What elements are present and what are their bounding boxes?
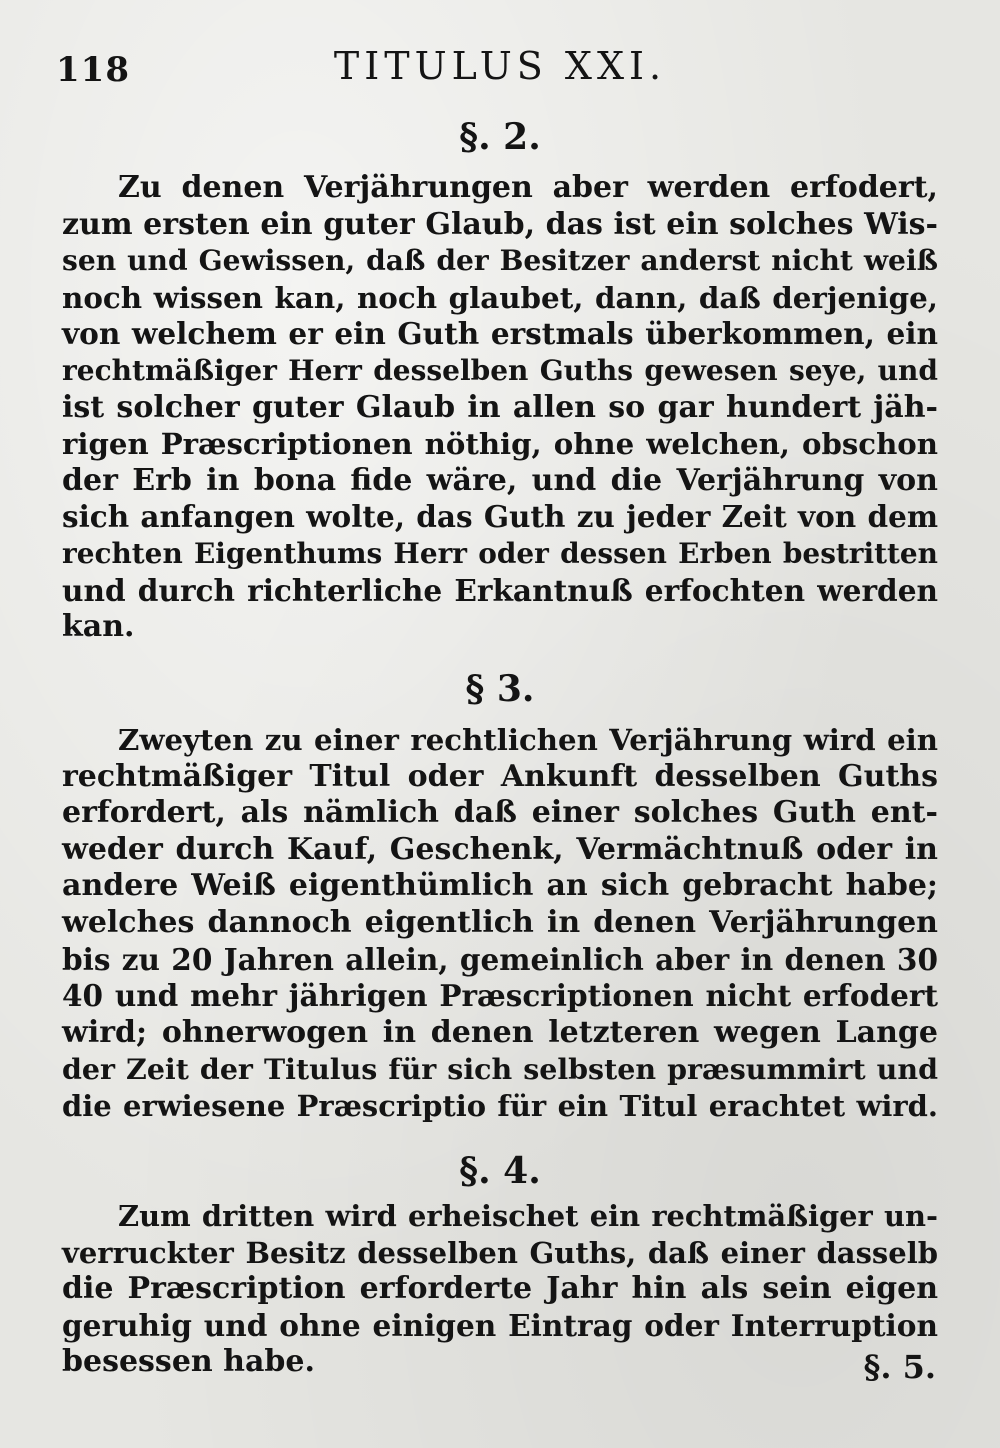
text-line: die Præscription erforderte Jahr hin als sein eigen [62, 1271, 938, 1307]
text-line: wird; ohnerwogen in denen letzteren wegen Lange [62, 1014, 938, 1050]
paragraph-section-4 [62, 1198, 938, 1381]
page-header [50, 44, 950, 94]
text-line: Zu denen Verjährungen aber werden erfodert, [118, 170, 938, 205]
paragraph-section-2 [62, 170, 938, 646]
text-line: verruckter Besitz desselben Guths, daß einer dasselb [62, 1235, 938, 1270]
text-line: rigen Præscriptionen nöthig, ohne welchen, obschon [62, 427, 938, 462]
text-line: von welchem er ein Guth erstmals überkommen, ein [62, 316, 938, 352]
text-line: besessen habe. [62, 1344, 315, 1380]
text-line: der Zeit der Titulus für sich selbsten præsummirt und [62, 1052, 938, 1087]
catchword: §. 5. [863, 1348, 936, 1386]
text-line: rechtmäßiger Herr desselben Guths gewesen seye, und [62, 353, 938, 387]
text-line: rechtmäßiger Titul oder Ankunft desselben Guths [62, 758, 938, 794]
text-line: die erwiesene Præscriptio für ein Titul erachtet wird. [62, 1088, 938, 1123]
running-title: TITULUS XXI. [333, 44, 667, 88]
text-line: welches dannoch eigentlich in denen Verjährungen [62, 904, 938, 940]
text-line: Zweyten zu einer rechtlichen Verjährung wird ein [118, 723, 938, 757]
text-line: sich anfangen wolte, das Guth zu jeder Zeit von dem [62, 499, 938, 535]
text-line: geruhig und ohne einigen Eintrag oder Interruption [62, 1307, 938, 1343]
text-line: bis zu 20 Jahren allein, gemeinlich aber in denen 30 [62, 941, 938, 977]
text-line: andere Weiß eigenthümlich an sich gebracht habe; [62, 868, 938, 904]
paragraph-section-3 [62, 722, 938, 1125]
section-mark-3: § 3. [465, 668, 535, 710]
text-line: kan. [62, 609, 135, 645]
page-number: 118 [56, 50, 130, 90]
text-line: noch wissen kan, noch glaubet, dann, daß derjenige, [62, 279, 938, 315]
text-line: Zum dritten wird erheischet ein rechtmäßiger un- [118, 1199, 938, 1233]
text-line: erfordert, als nämlich daß einer solches Guth ent- [62, 795, 938, 831]
text-line: sen und Gewissen, daß der Besitzer anderst nicht weiß [62, 244, 938, 278]
section-mark-4: §. 4. [459, 1150, 541, 1192]
text-line: rechten Eigenthums Herr oder dessen Erben bestritten [62, 536, 938, 570]
text-line: ist solcher guter Glaub in allen so gar hundert jäh- [62, 389, 938, 425]
text-line: der Erb in bona fide wäre, und die Verjährung von [62, 462, 938, 498]
text-line: zum ersten ein guter Glaub, das ist ein solches Wis- [62, 206, 938, 242]
text-line: weder durch Kauf, Geschenk, Vermächtnuß oder in [62, 831, 938, 867]
section-mark-2: §. 2. [459, 116, 541, 158]
text-line: 40 und mehr jährigen Præscriptionen nicht erfodert [62, 978, 938, 1014]
text-line: und durch richterliche Erkantnuß erfochten werden [62, 572, 938, 608]
